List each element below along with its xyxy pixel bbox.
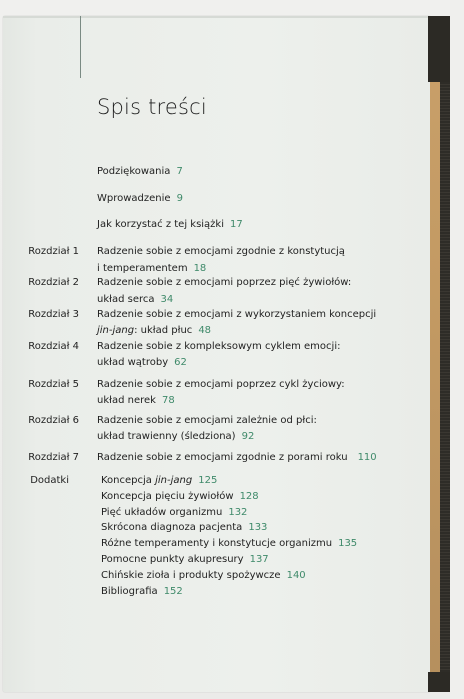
appendix-item-text: Koncepcja pięciu żywiołów: [101, 491, 234, 502]
background-right: [450, 0, 464, 699]
appendix-item-text: Pięć układów organizmu: [101, 507, 223, 518]
chapter-title-text: Radzenie sobie z emocjami zgodnie z porami roku: [97, 452, 348, 463]
appendix-label: Dodatki: [30, 475, 69, 486]
chapter-title-line: Radzenie sobie z kompleksowym cyklem emocji:: [97, 341, 341, 352]
chapter-title-line: Radzenie sobie z emocjami poprzez cykl życiowy:: [97, 379, 345, 390]
chapter-label: Rozdział 5: [28, 379, 79, 390]
toc-page-number: 133: [248, 522, 268, 533]
appendix-item-text: Skrócona diagnoza pacjenta: [101, 522, 243, 533]
toc-entry-text: Jak korzystać z tej książki: [97, 219, 224, 230]
cover-edge-gold: [430, 18, 440, 690]
toc-page-number: 34: [160, 294, 174, 305]
appendix-item: [101, 507, 247, 519]
chapter-title-line: [97, 294, 173, 306]
cover-edge-dark: [440, 16, 450, 692]
toc-entry: [97, 166, 183, 178]
chapter-title-line: Radzenie sobie z emocjami zgodnie z konstytucją: [97, 246, 345, 257]
toc-page-number: 17: [230, 219, 243, 230]
page-top-edge: [3, 16, 430, 18]
appendix-item-text: Różne temperamenty i konstytucje organizmu: [101, 538, 333, 549]
appendix-item-text: Koncepcja: [101, 475, 156, 486]
toc-page-number: 137: [249, 554, 269, 565]
chapter-title-text: i temperamentem: [97, 263, 188, 274]
toc-entry: [97, 193, 183, 205]
toc-page-number: 132: [228, 507, 248, 518]
chapter-title-line: [97, 431, 254, 443]
appendix-item: [101, 475, 217, 487]
appendix-item: [101, 538, 357, 550]
chapter-label: Rozdział 7: [28, 452, 79, 463]
appendix-item-italic: jin-jang: [155, 475, 193, 486]
toc-entry-text: Wprowadzenie: [97, 193, 171, 204]
chapter-title-text: układ wątroby: [97, 357, 169, 368]
toc-page-number: 152: [163, 586, 183, 597]
toc-page-number: 92: [241, 431, 255, 442]
chapter-label: Rozdział 4: [28, 341, 79, 352]
chapter-label: Rozdział 6: [28, 415, 79, 426]
toc-title: Spis treści: [97, 95, 207, 119]
chapter-title-line: Radzenie sobie z emocjami z wykorzystaniem koncepcji: [97, 309, 377, 320]
toc-page-number: 62: [174, 357, 187, 368]
appendix-item: [101, 586, 183, 598]
chapter-title-line: [97, 452, 377, 464]
book-page: [3, 16, 430, 692]
chapter-title-line: Radzenie sobie z emocjami poprzez pięć żywiołów:: [97, 277, 352, 288]
chapter-label: Rozdział 3: [28, 309, 79, 320]
appendix-item: [101, 522, 267, 534]
toc-page-number: 125: [198, 475, 218, 486]
chapter-title-line: [97, 395, 175, 407]
chapter-title-line: [97, 325, 211, 337]
toc-page-number: 110: [357, 452, 377, 463]
appendix-item: [101, 570, 306, 582]
appendix-item: [101, 554, 269, 566]
page-rule: [80, 16, 81, 78]
toc-page-number: 128: [239, 491, 259, 502]
chapter-title-line: [97, 357, 187, 369]
chapter-title-italic: jin-jang: [97, 325, 135, 336]
appendix-item: [101, 491, 259, 503]
toc-page-number: 9: [176, 193, 183, 204]
chapter-title-line: [97, 263, 206, 275]
chapter-title-line: Radzenie sobie z emocjami zależnie od płci:: [97, 415, 317, 426]
appendix-item-text: Pomocne punkty akupresury: [101, 554, 244, 565]
toc-page-number: 48: [198, 325, 212, 336]
cover-edge-dark-bottom: [428, 672, 450, 692]
toc-entry-text: Podziękowania: [97, 166, 171, 177]
toc-page-number: 140: [286, 570, 306, 581]
toc-page-number: 18: [193, 263, 207, 274]
chapter-title-text: układ nerek: [97, 395, 156, 406]
chapter-title-text: : układ płuc: [134, 325, 193, 336]
chapter-label: Rozdział 2: [28, 277, 79, 288]
toc-page-number: 7: [176, 166, 183, 177]
appendix-item-text: Chińskie zioła i produkty spożywcze: [101, 570, 281, 581]
chapter-title-text: układ trawienny (śledziona): [97, 431, 236, 442]
cover-edge-dark-top: [428, 16, 450, 82]
appendix-item-text: Bibliografia: [101, 586, 158, 597]
toc-page-number: 78: [161, 395, 175, 406]
toc-page-number: 135: [338, 538, 358, 549]
toc-entry: [97, 219, 243, 231]
chapter-title-text: układ serca: [97, 294, 155, 305]
chapter-label: Rozdział 1: [28, 246, 79, 257]
